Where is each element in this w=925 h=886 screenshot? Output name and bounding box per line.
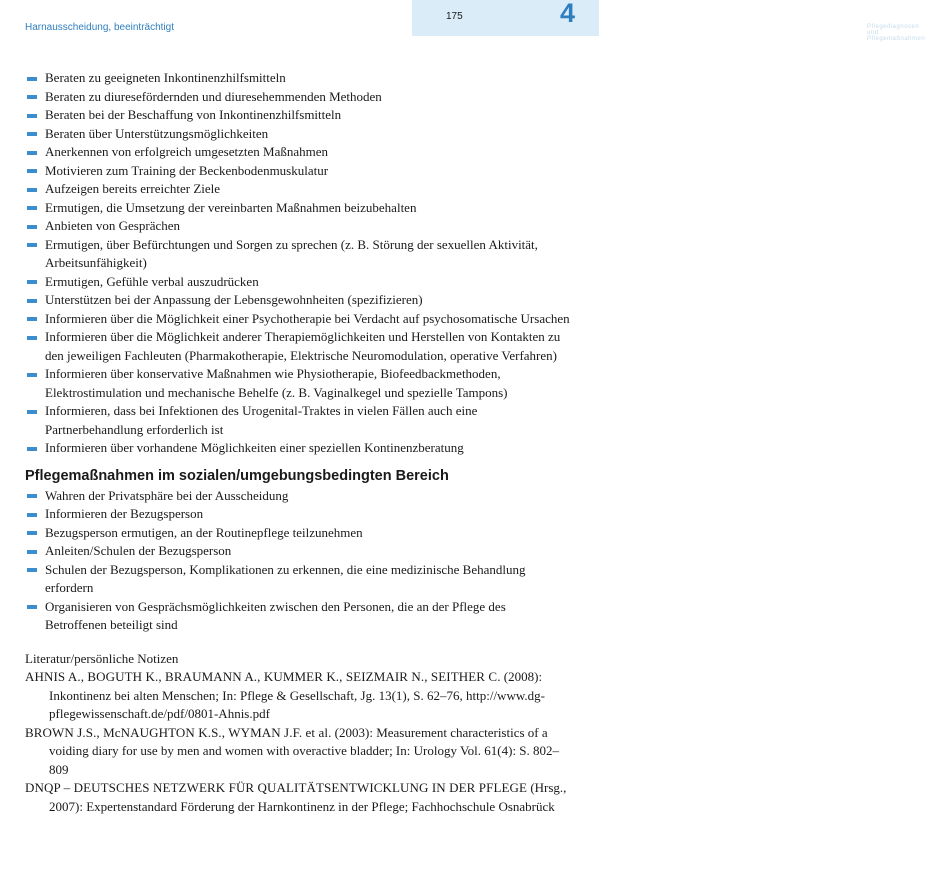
list-item: Beraten bei der Beschaffung von Inkontinenzhilfsmitteln: [25, 106, 570, 125]
list-item: Ermutigen, Gefühle verbal auszudrücken: [25, 273, 570, 292]
list-item: Informieren über die Möglichkeit anderer Therapiemöglichkeiten und Herstellen von Kontakten zu den jeweiligen Fachleuten (Pharmakotherapie, Elektrische Neuromodulation, operative Verfahren): [25, 328, 570, 365]
list-item: Wahren der Privatsphäre bei der Ausscheidung: [25, 487, 570, 506]
page-number: 175: [446, 11, 463, 22]
list-item: Informieren über vorhandene Möglichkeiten einer speziellen Kontinenzberatung: [25, 439, 570, 458]
list-item: Informieren über die Möglichkeit einer Psychotherapie bei Verdacht auf psychosomatische Ursachen: [25, 310, 570, 329]
list-item: Schulen der Bezugsperson, Komplikationen zu erkennen, die eine medizinische Behandlung erfordern: [25, 561, 570, 598]
list-item: Informieren, dass bei Infektionen des Urogenital-Traktes in vielen Fällen auch eine Partnerbehandlung erforderlich ist: [25, 402, 570, 439]
social-measures-list: [25, 487, 570, 635]
reference-authors: DNQP – DEUTSCHES NETZWERK FÜR QUALITÄTSENTWICKLUNG IN DER PFLEGE: [25, 780, 528, 795]
list-item: Informieren der Bezugsperson: [25, 505, 570, 524]
list-item: Beraten zu geeigneten Inkontinenzhilfsmitteln: [25, 69, 570, 88]
page-header: [0, 0, 925, 42]
list-item: Anerkennen von erfolgreich umgesetzten Maßnahmen: [25, 143, 570, 162]
list-item: Organisieren von Gesprächsmöglichkeiten zwischen den Personen, die an der Pflege des Betroffenen beteiligt sind: [25, 598, 570, 635]
reference-details: (2003): Measurement characteristics of a voiding diary for use by men and women with overactive bladder; In: Urology Vol. 61(4): S. 802–809: [49, 724, 560, 777]
measures-list: [25, 69, 570, 458]
list-item: Anbieten von Gesprächen: [25, 217, 570, 236]
list-item: Aufzeigen bereits erreichter Ziele: [25, 180, 570, 199]
list-item: Beraten zu diuresefördernden und diuresehemmenden Methoden: [25, 88, 570, 107]
reference-list: [25, 668, 570, 816]
reference-authors: BROWN J.S., McNAUGHTON K.S., WYMAN J.F. et al.: [25, 724, 332, 740]
chapter-tab-ghost-text: Pflegediagnosen und Pflegemaßnahmen: [867, 24, 925, 42]
page-content: [25, 69, 570, 816]
reference-details: (2008): Inkontinenz bei alten Menschen; In: Pflege & Gesellschaft, Jg. 13(1), S. 62–76, http://www.dg-pflegewissenschaft.de/pdf/0801-Ahnis.pdf: [49, 669, 545, 721]
section-heading: Pflegemaßnahmen im sozialen/umgebungsbedingten Bereich: [25, 467, 449, 484]
list-item: Anleiten/Schulen der Bezugsperson: [25, 542, 570, 561]
reference-entry: [25, 668, 570, 724]
list-item: Bezugsperson ermutigen, an der Routinepflege teilzunehmen: [25, 524, 570, 543]
list-item: Motivieren zum Training der Beckenbodenmuskulatur: [25, 162, 570, 181]
chapter-number: 4: [560, 0, 576, 28]
list-item: Ermutigen, die Umsetzung der vereinbarten Maßnahmen beizubehalten: [25, 199, 570, 218]
list-item: Beraten über Unterstützungsmöglichkeiten: [25, 125, 570, 144]
list-item: Ermutigen, über Befürchtungen und Sorgen zu sprechen (z. B. Störung der sexuellen Aktivität, Arbeitsunfähigkeit): [25, 236, 570, 273]
list-item: Informieren über konservative Maßnahmen wie Physiotherapie, Biofeedbackmethoden, Elektrostimulation und mechanische Behelfe (z. B. Vaginalkegel und spezielle Tampons): [25, 365, 570, 402]
reference-authors: AHNIS A., BOGUTH K., BRAUMANN A., KUMMER K., SEIZMAIR N., SEITHER C.: [25, 669, 501, 684]
reference-details: (Hrsg., 2007): Expertenstandard Förderung der Harnkontinenz in der Pflege; Fachhochschule Osnabrück: [49, 780, 567, 814]
literature-label: Literatur/persönliche Notizen: [25, 650, 179, 666]
reference-entry: [25, 779, 570, 816]
list-item: Unterstützen bei der Anpassung der Lebensgewohnheiten (spezifizieren): [25, 291, 570, 310]
reference-entry: [25, 724, 570, 780]
running-title: Harnausscheidung, beeinträchtigt: [25, 22, 174, 33]
